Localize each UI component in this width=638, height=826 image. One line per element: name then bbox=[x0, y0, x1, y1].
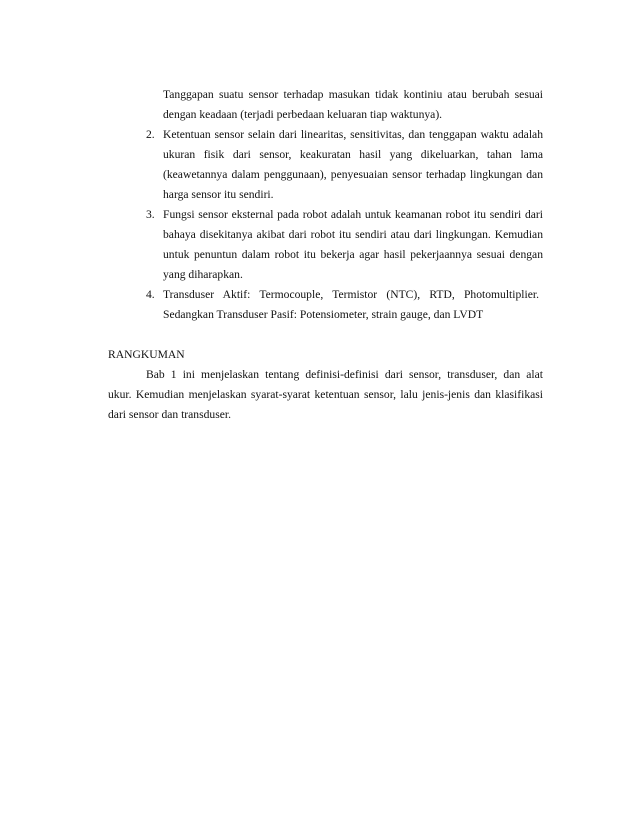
list-item-3-line-4: yang diharapkan. bbox=[163, 268, 243, 281]
list-item-2-line-4: harga sensor itu sendiri. bbox=[163, 188, 274, 201]
list-item-1-line-2: dengan keadaan (terjadi perbedaan keluaran tiap waktunya). bbox=[163, 108, 443, 121]
summary-line-1: Bab 1 ini menjelaskan tentang definisi-definisi dari sensor, transduser, dan alat bbox=[146, 368, 543, 381]
list-item-4-line-2: Sedangkan Transduser Pasif: Potensiometer, strain gauge, dan LVDT bbox=[163, 308, 484, 321]
list-item-4-number: 4. bbox=[146, 288, 155, 301]
list-item-4-line-1: Transduser Aktif: Termocouple, Termistor (NTC), RTD, Photomultiplier. bbox=[163, 288, 539, 301]
summary-line-2: ukur. Kemudian menjelaskan syarat-syarat ketentuan sensor, lalu jenis-jenis dan klasifikasi bbox=[108, 388, 543, 401]
list-item-3-number: 3. bbox=[146, 208, 155, 221]
summary-heading: RANGKUMAN bbox=[108, 348, 185, 361]
list-item-2-line-3: (keawetannya dalam penggunaan), penyesuaian sensor terhadap lingkungan dan bbox=[163, 168, 543, 181]
list-item-2-number: 2. bbox=[146, 128, 155, 141]
list-item-1-line-1: Tanggapan suatu sensor terhadap masukan tidak kontiniu atau berubah sesuai bbox=[163, 88, 543, 101]
summary-line-3: dari sensor dan transduser. bbox=[108, 408, 231, 421]
list-item-3-line-3: untuk penuntun dalam robot itu bekerja agar hasil pekerjaannya sesuai dengan bbox=[163, 248, 543, 261]
list-item-2-line-1: Ketentuan sensor selain dari linearitas, sensitivitas, dan tenggapan waktu adalah bbox=[163, 128, 543, 141]
list-item-3-line-2: bahaya disekitanya akibat dari robot itu sendiri atau dari lingkungan. Kemudian bbox=[163, 228, 543, 241]
list-item-2-line-2: ukuran fisik dari sensor, keakuratan hasil yang dikeluarkan, tahan lama bbox=[163, 148, 543, 161]
list-item-3-line-1: Fungsi sensor eksternal pada robot adalah untuk keamanan robot itu sendiri dari bbox=[163, 208, 543, 221]
